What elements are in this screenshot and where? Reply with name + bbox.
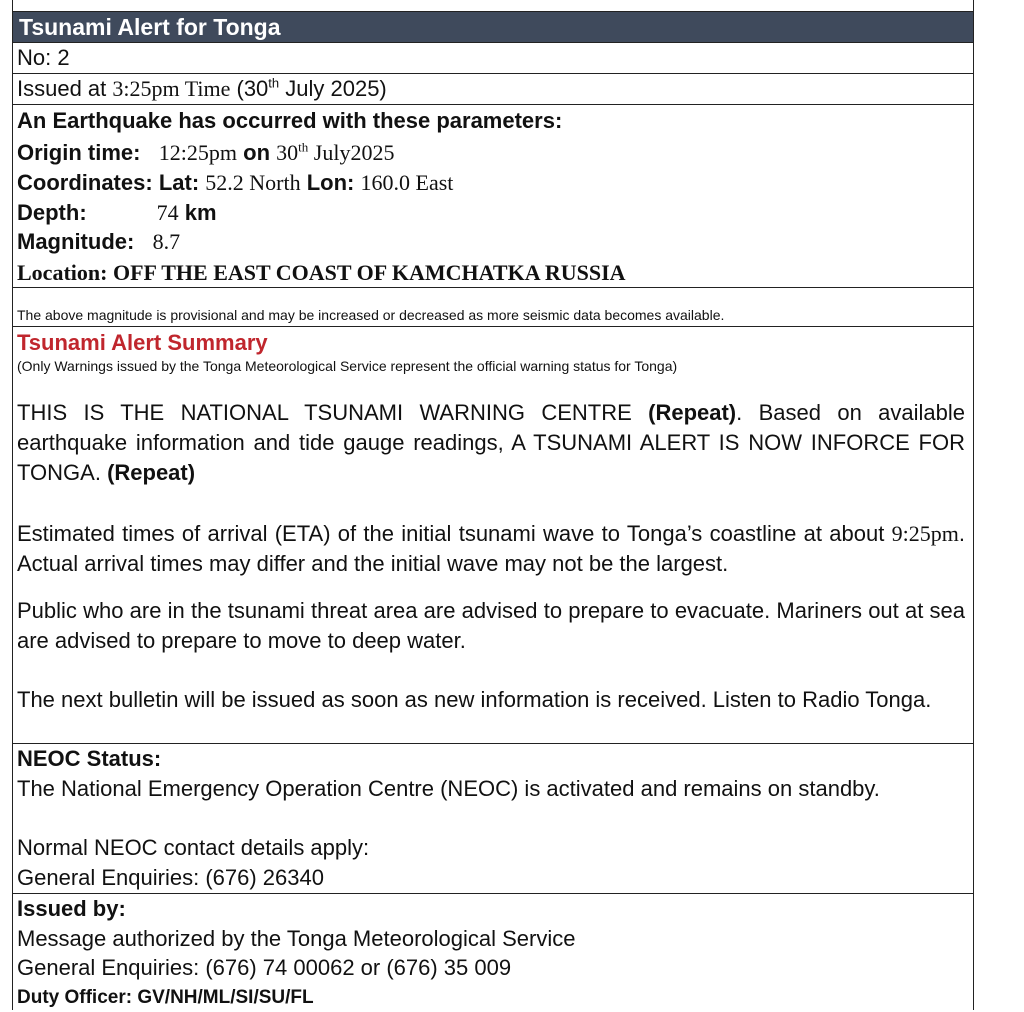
divider — [13, 743, 973, 744]
summary-paragraph-warning: THIS IS THE NATIONAL TSUNAMI WARNING CENTRE (Repeat). Based on available earthquake information and tide gauge readings, A TSUNAMI ALERT IS NOW INFORCE FOR TONGA. (Repeat) — [17, 400, 966, 485]
issued-at: Issued at 3:25pm Time (30th July 2025) — [17, 75, 387, 101]
issued-by-heading: Issued by: — [17, 896, 126, 921]
neoc-enquiries: General Enquiries: (676) 26340 — [17, 865, 324, 890]
summary-paragraph-evacuate: Public who are in the tsunami threat area are advised to prepare to evacuate. Mariners out at sea are advised to prepare to move to deep water. — [17, 598, 965, 653]
summary-heading: Tsunami Alert Summary — [17, 330, 268, 355]
origin-time: Origin time: 12:25pm on 30th July2025 — [17, 139, 395, 165]
magnitude: Magnitude: 8.7 — [17, 229, 181, 254]
summary-note: (Only Warnings issued by the Tonga Meteorological Service represent the official warning status for Tonga) — [17, 358, 678, 374]
divider — [13, 326, 973, 327]
issued-by-enquiries: General Enquiries: (676) 74 00062 or (676) 35 009 — [17, 955, 512, 980]
issued-by-authority: Message authorized by the Tonga Meteorological Service — [17, 926, 576, 951]
depth: Depth: 74 km — [17, 200, 217, 225]
coordinates: Coordinates: Lat: 52.2 North Lon: 160.0 East — [17, 170, 454, 195]
bulletin-document — [12, 0, 974, 1010]
summary-paragraph-next-bulletin: The next bulletin will be issued as soon as new information is received. Listen to Radio Tonga. — [17, 687, 932, 712]
divider — [13, 104, 973, 105]
divider — [13, 287, 973, 288]
page-title: Tsunami Alert for Tonga — [13, 12, 973, 42]
divider — [13, 42, 973, 43]
neoc-status-text: The National Emergency Operation Centre (NEOC) is activated and remains on standby. — [17, 776, 880, 801]
location: Location: OFF THE EAST COAST OF KAMCHATKA RUSSIA — [17, 260, 626, 285]
magnitude-disclaimer: The above magnitude is provisional and may be increased or decreased as more seismic data becomes available. — [17, 307, 725, 323]
summary-paragraph-eta: Estimated times of arrival (ETA) of the initial tsunami wave to Tonga’s coastline at about 9:25pm. Actual arrival times may differ and the initial wave may not be the largest. — [17, 521, 965, 576]
duty-officer: Duty Officer: GV/NH/ML/SI/SU/FL — [17, 987, 314, 1008]
neoc-contact-note: Normal NEOC contact details apply: — [17, 835, 370, 860]
divider — [13, 893, 973, 894]
divider — [13, 73, 973, 74]
bulletin-number: No: 2 — [17, 45, 70, 70]
earthquake-heading: An Earthquake has occurred with these parameters: — [17, 108, 563, 133]
neoc-heading: NEOC Status: — [17, 746, 162, 771]
